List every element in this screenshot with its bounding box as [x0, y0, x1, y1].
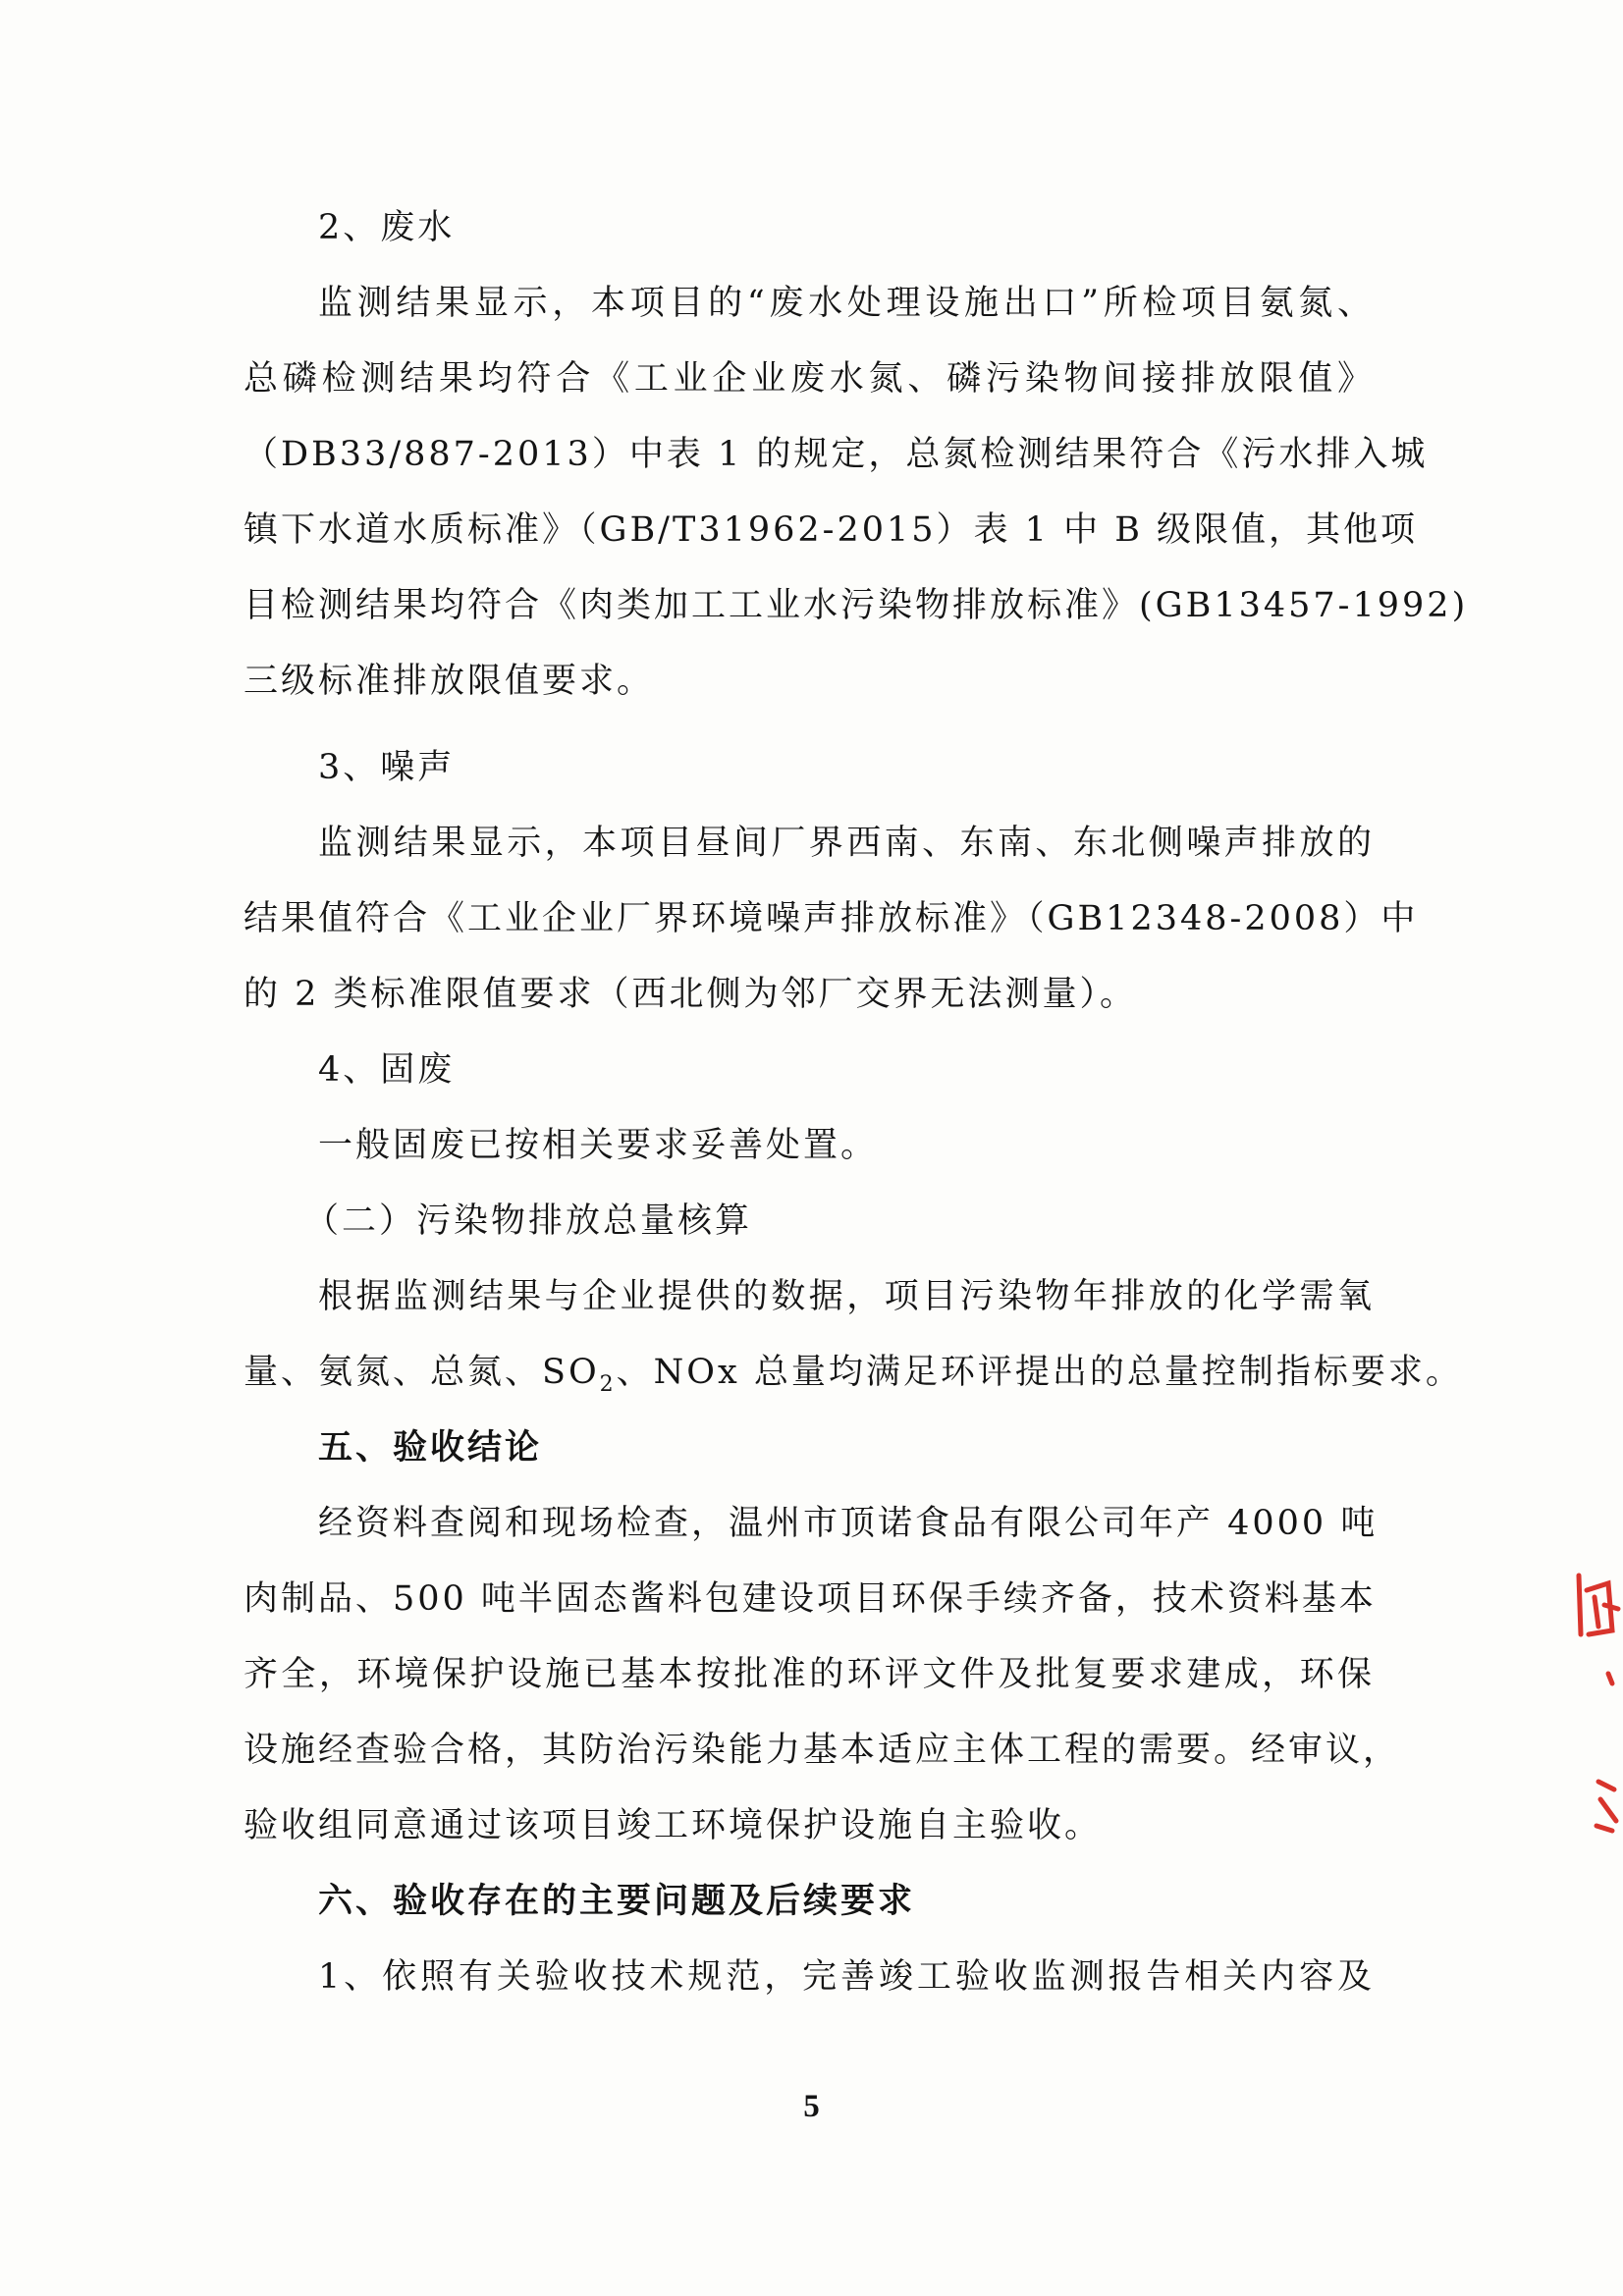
- paragraph-line-so2: [243, 1351, 1463, 1397]
- paragraph-line: 1、依照有关验收技术规范，完善竣工验收监测报告相关内容及: [318, 1957, 1375, 1997]
- paragraph-line: 三级标准排放限值要求。: [243, 662, 655, 701]
- paragraph-line: 一般固废已按相关要求妥善处置。: [318, 1126, 879, 1165]
- paragraph-line: 齐全，环境保护设施已基本按批准的环评文件及批复要求建成，环保: [243, 1655, 1375, 1694]
- paragraph-line: 肉制品、500 吨半固态酱料包建设项目环保手续齐备，技术资料基本: [243, 1579, 1377, 1619]
- paragraph-line: 设施经查验合格，其防治污染能力基本适应主体工程的需要。经审议，: [243, 1731, 1401, 1770]
- paragraph-line: 结果值符合《工业企业厂界环境噪声排放标准》（GB12348-2008）中: [243, 899, 1419, 938]
- paragraph-line: 根据监测结果与企业提供的数据，项目污染物年排放的化学需氧: [318, 1277, 1375, 1316]
- heading-waste-water: 2、废水: [318, 208, 456, 247]
- paragraph-line: 目检测结果均符合《肉类加工工业水污染物排放标准》(GB13457-1992): [243, 586, 1469, 625]
- heading-conclusion: 五、验收结论: [318, 1427, 543, 1468]
- paragraph-line: 验收组同意通过该项目竣工环境保护设施自主验收。: [243, 1806, 1103, 1845]
- heading-solid-waste: 4、固废: [318, 1050, 456, 1090]
- paragraph-line: 经资料查阅和现场检查，温州市顶诺食品有限公司年产 4000 吨: [318, 1504, 1379, 1543]
- paragraph-line: 镇下水道水质标准》（GB/T31962-2015）表 1 中 B 级限值，其他项: [243, 510, 1419, 550]
- heading-noise: 3、噪声: [318, 748, 456, 787]
- paragraph-line: 监测结果显示，本项目昼间厂界西南、东南、东北侧噪声排放的: [318, 824, 1375, 863]
- page-number: 5: [803, 2089, 820, 2124]
- paragraph-line: 的 2 类标准限值要求（西北侧为邻厂交界无法测量）。: [243, 975, 1138, 1014]
- red-seal-fragment-icon: [1569, 1536, 1623, 1850]
- heading-total-emission: （二）污染物排放总量核算: [304, 1201, 753, 1241]
- page-body: [243, 206, 1469, 1999]
- paragraph-line: 监测结果显示，本项目的“废水处理设施出口”所检项目氨氮、: [318, 284, 1375, 323]
- paragraph-line: （DB33/887-2013）中表 1 的规定，总氮检测结果符合《污水排入城: [243, 435, 1429, 474]
- so2-text-after: 、NOx 总量均满足环评提出的总量控制指标要求。: [616, 1353, 1463, 1392]
- so2-text-before: 量、氨氮、总氮、SO: [243, 1353, 600, 1392]
- heading-issues: 六、验收存在的主要问题及后续要求: [318, 1881, 916, 1921]
- so2-subscript: 2: [599, 1372, 617, 1397]
- paragraph-line: 总磷检测结果均符合《工业企业废水氮、磷污染物间接排放限值》: [243, 359, 1375, 399]
